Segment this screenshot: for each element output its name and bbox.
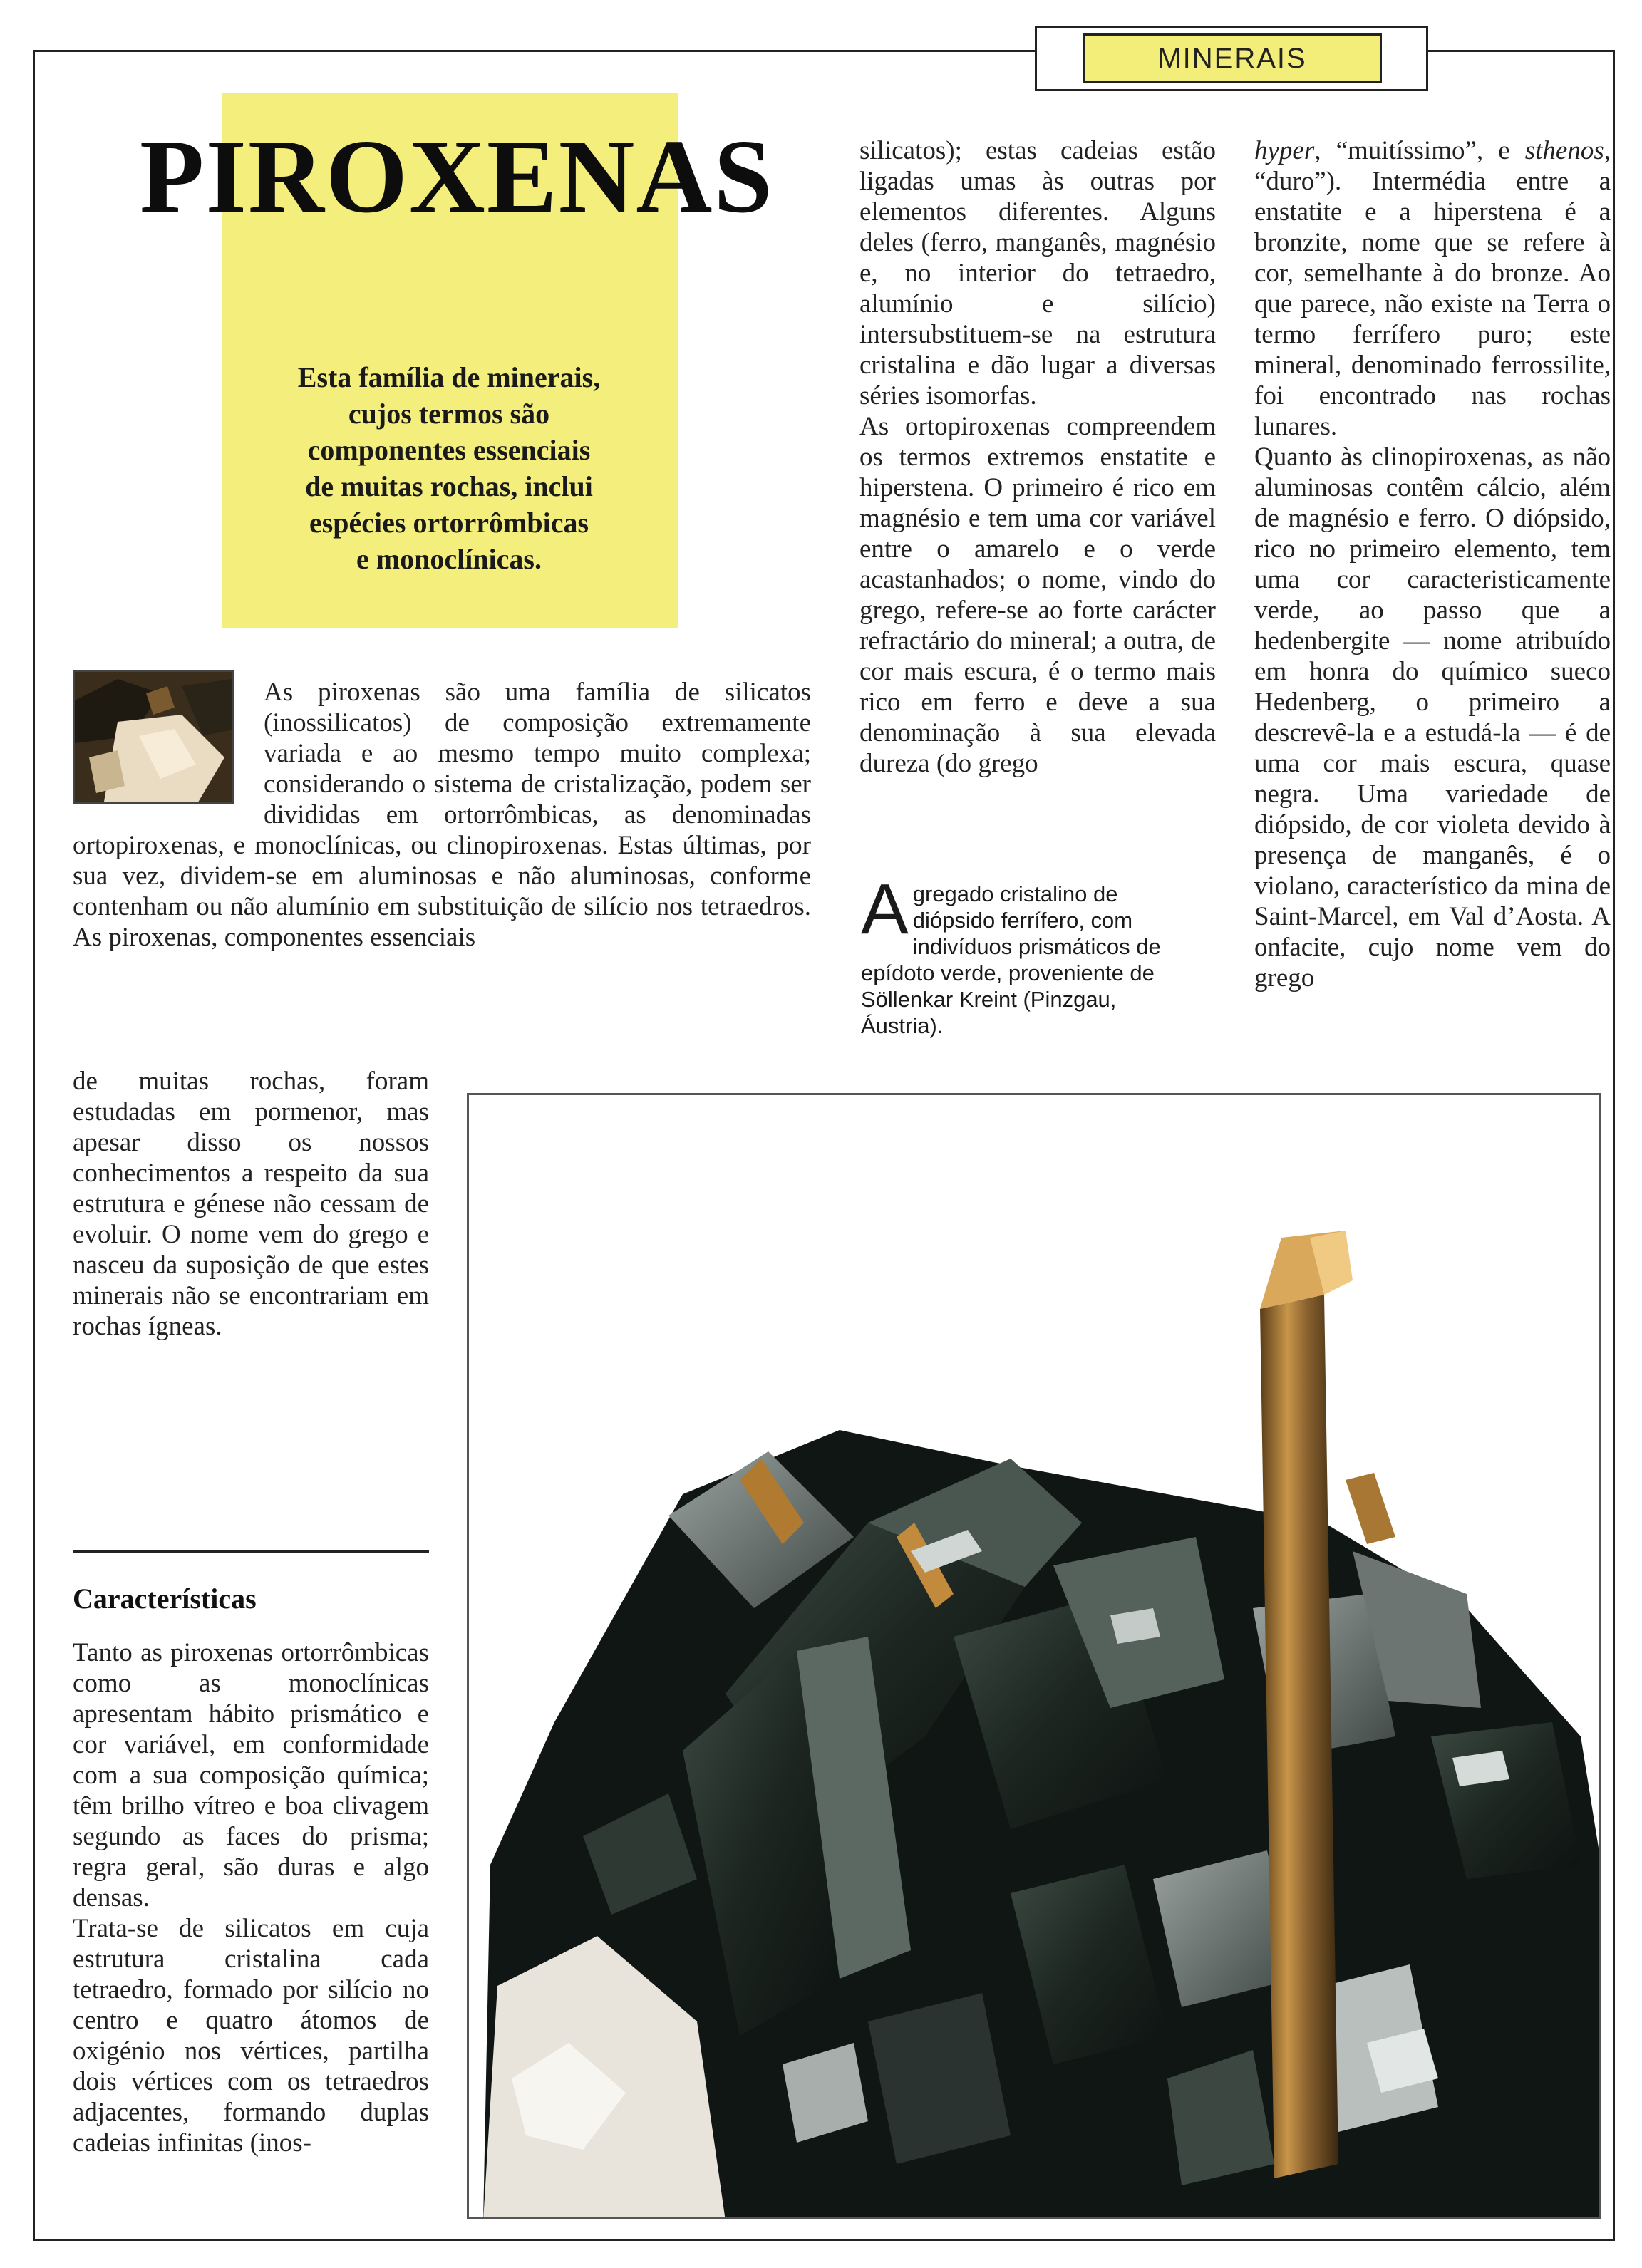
- section-tab-label: MINERAIS: [1083, 33, 1382, 83]
- thumbnail-spacer: [73, 677, 264, 811]
- caption-drop-cap: A: [861, 869, 909, 949]
- intro-text-block: [73, 677, 811, 953]
- intro-paragraph: As piroxenas são uma família de silicatos (inossilicatos) de composição extremamente variada e ao mesmo tempo muito complexa; considerando o sistema de cristalização, podem ser divididas em ortorrômbicas, as denominadas ortopiroxenas, e monoclínicas, ou clinopiroxenas. Estas últimas, por sua vez, dividem-se em aluminosas e não aluminosas, conforme contenham ou não alumínio em substituição de silício nos tetraedros. As piroxenas, componentes essenciais: [73, 678, 811, 952]
- middle-paragraph-1: silicatos); estas cadeias estão ligadas umas às outras por elementos diferentes. Alguns deles (ferro, manganês, magnésio e, no interior do tetraedro, alumínio e silício) intersubstituem-se na estrutura cristalina e dão lugar a diversas séries isomorfas.: [859, 136, 1216, 410]
- intro-paragraph-continued: de muitas rochas, foram estudadas em pormenor, mas apesar disso os nossos conhecimentos a respeito da sua estrutura e génese não cessam de evoluir. O nome vem do grego e nasceu da suposição de que estes minerais não se encontrariam em rochas ígneas.: [73, 1067, 429, 1341]
- right-column: [1254, 135, 1611, 993]
- characteristics-paragraph-2: Trata-se de silicatos em cuja estrutura cristalina cada tetraedro, formado por silício no centro e quatro átomos de oxigénio nos vértices, partilha dois vértices com os tetraedros adjacentes, formando duplas cadeias infinitas (inos-: [73, 1914, 429, 2158]
- right-paragraph-2: Quanto às clinopiroxenas, as não aluminosas contêm cálcio, além de magnésio e ferro. O diópsido, rico no primeiro elemento, tem uma cor caracteristicamente verde, ao passo que a hedenbergite — nome atribuído em honra do químico sueco Hedenberg, o primeiro a descrevê-la e a estudá-la — é de uma cor mais escura, quase negra. Uma variedade de diópsido, de cor violeta devido à presença de manganês, é o violano, característico da mina de Saint-Marcel, em Val d’Aosta. A onfacite, cujo nome vem do grego: [1254, 442, 1611, 993]
- article-title: PIROXENAS: [140, 118, 774, 235]
- right-paragraph-1: [1254, 135, 1611, 442]
- characteristics-text: [73, 1637, 429, 2158]
- section-tab: [1035, 26, 1428, 91]
- greek-word-hyper: hyper: [1254, 136, 1315, 165]
- middle-column: [859, 135, 1216, 779]
- characteristics-heading: Características: [73, 1583, 257, 1615]
- lead-paragraph: Esta família de minerais, cujos termos são componentes essenciais de muitas rochas, inclui espécies ortorrômbicas e monoclínicas.: [297, 361, 601, 575]
- greek-word-sthenos: sthenos: [1524, 136, 1604, 165]
- right-text-1: , “muitíssimo”, e: [1314, 136, 1525, 165]
- crystal-aggregate-graphic: [469, 1095, 1601, 2219]
- right-text-2: , “duro”). Intermédia entre a enstatite e a hiperstena é a bronzite, nome que se refere à cor, semelhante à do bronze. Ao que parece, não existe na Terra o termo ferrífero puro; este mineral, denominado ferrossilite, foi encontrado nas rochas lunares.: [1254, 136, 1611, 441]
- middle-paragraph-2: As ortopiroxenas compreendem os termos extremos enstatite e hiperstena. O primeiro é rico em magnésio e tem uma cor variável entre o amarelo e o verde acastanhados; o nome, vindo do grego, refere-se ao forte carácter refractário do mineral; a outra, de cor mais escura, é o termo mais rico em ferro e deve a sua denominação à sua elevada dureza (do grego: [859, 412, 1216, 778]
- intro-text-continued: [73, 1066, 429, 1342]
- section-divider: [73, 1550, 429, 1553]
- mineral-photograph: [467, 1093, 1601, 2219]
- caption-text: gregado cristalino de diópsido ferrífero, com indivíduos prismáticos de epídoto verde, proveniente de Söllenkar Kreint (Pinzgau, Áustria).: [861, 881, 1161, 1038]
- photo-caption: [861, 869, 1167, 1039]
- characteristics-paragraph-1: Tanto as piroxenas ortorrômbicas como as monoclínicas apresentam hábito prismático e cor variável, em conformidade com a sua composição química; têm brilho vítreo e boa clivagem segundo as faces do prisma; regra geral, são duras e algo densas.: [73, 1638, 429, 1912]
